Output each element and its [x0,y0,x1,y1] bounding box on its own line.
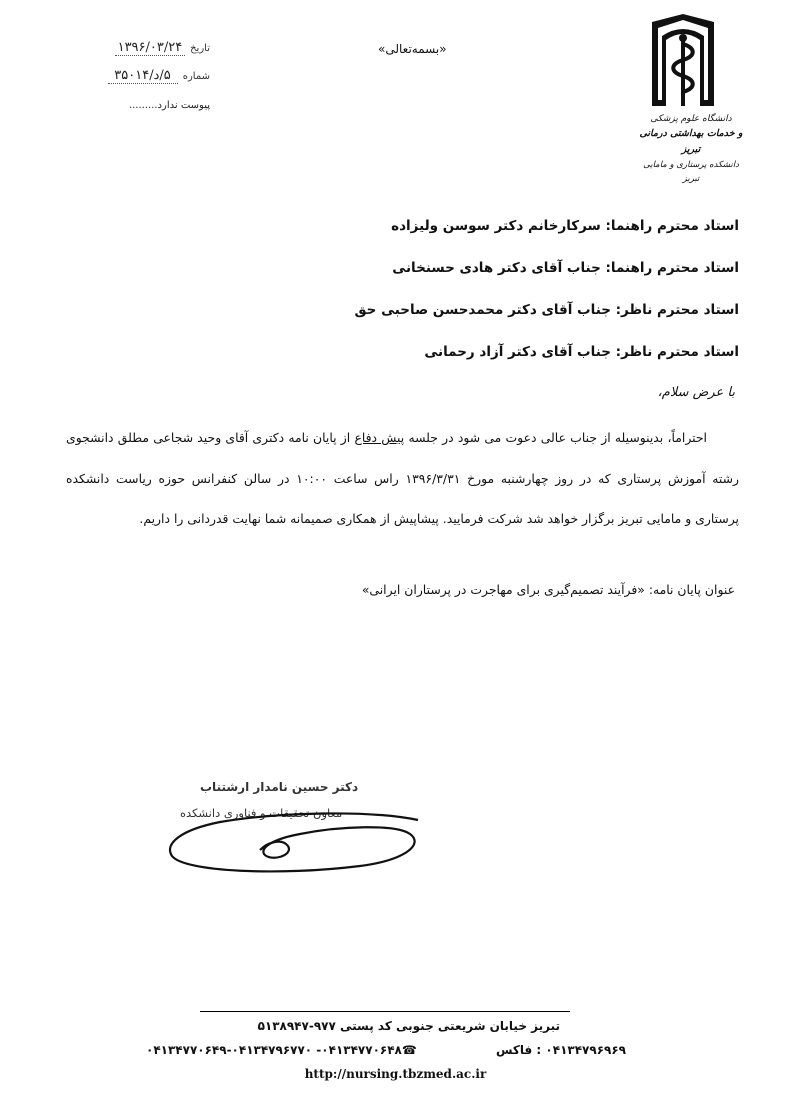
number-row [90,68,210,84]
footer-phones [146,1043,417,1057]
date-label: تاریخ [190,43,210,54]
footer-address: تبریز خیابان شریعتی جنوبی کد پستی ۹۷۷-۵۱۳۸۹۴۷ [257,1019,560,1033]
basmala: «بسمه‌تعالی» [378,42,447,56]
recipient-4: استاد محترم ناظر: جناب آقای دکتر آزاد رحمانی [424,344,739,360]
signatory-name: دکتر حسین نامدار ارشتناب [200,780,359,794]
footer-url: http://nursing.tbzmed.ac.ir [304,1067,487,1081]
footer-phone-numbers: ۰۴۱۳۴۷۷۰۶۴۸- ۰۴۱۳۴۷۷۰۶۴۹-۰۴۱۳۴۷۹۶۷۷۰ [146,1043,402,1057]
attachment-label: پیوست ندارد......... [128,100,210,111]
greeting: با عرض سلام، [657,385,735,400]
phone-icon: ☎ [401,1043,417,1057]
handwritten-signature [160,800,430,880]
number-value: ۵/د/۳۵۰۱۴ [108,68,178,84]
body-part-1: احتراماً، بدینوسیله از جناب عالی دعوت می شود در جلسه [404,430,707,445]
logo-line-3: دانشکده پرستاری و مامایی تبریز [643,160,739,184]
date-row [90,40,210,56]
logo-line-2: و خدمات بهداشتی درمانی تبریز [639,128,743,155]
attachment-row [90,100,210,111]
signatory-title: معاون تحقیقات و فناوری دانشکده [180,806,343,820]
footer-divider [200,1011,570,1012]
thesis-title: عنوان پایان نامه: «فرآیند تصمیم‌گیری برای مهاجرت در پرستاران ایرانی» [361,582,735,597]
body-underlined: پیش دفاع [354,430,405,445]
body-part-2: از پایان نامه دکتری آقای وحید شجاعی مطلق دانشجوی رشته آموزش پرستاری که در روز چهارشنبه مورخ ۱۳۹۶/۳/۳۱ راس ساعت ۱۰:۰۰ در سالن کنفرانس حوزه ریاست دانشکده پرستاری و مامایی تبریز برگزار خواهد شد شرکت فرمایید. پیشاپیش از همکاری صمیمانه شما نهایت قدردانی را داریم. [66,430,739,526]
logo-text [636,112,746,186]
footer-fax: ۰۴۱۳۴۷۹۶۹۶۹ : فاکس [495,1043,626,1057]
recipient-2: استاد محترم راهنما: جناب آقای دکتر هادی حسنخانی [392,260,739,276]
recipient-3: استاد محترم ناظر: جناب آقای دکتر محمدحسن صاحبی حق [354,302,739,318]
number-label: شماره [182,71,210,82]
recipient-1: استاد محترم راهنما: سرکارخانم دکتر سوسن ولیزاده [391,218,739,234]
logo-line-1: دانشگاه علوم پزشکی [650,114,732,124]
letter-body [66,418,739,540]
date-value: ۱۳۹۶/۰۳/۲۴ [115,40,185,56]
